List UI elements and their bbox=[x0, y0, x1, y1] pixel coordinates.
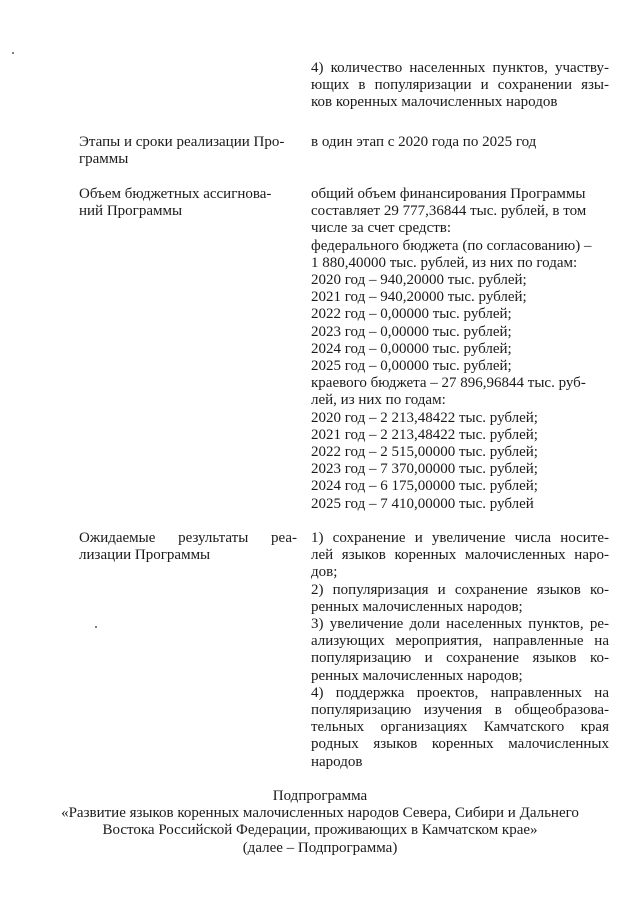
stages-label bbox=[79, 134, 297, 168]
text-line: 2024 год – 0,00000 тыс. рублей; bbox=[311, 340, 512, 357]
text-line: 2025 год – 7 410,00000 тыс. рублей bbox=[311, 495, 534, 512]
subprogram-abbrev: (далее – Подпрограмма) bbox=[242, 839, 398, 856]
text-line: 4) поддержка проектов, направленных на bbox=[311, 684, 609, 701]
results-label bbox=[79, 530, 297, 564]
text-line: ренных малочисленных народов; bbox=[311, 598, 523, 615]
text-line: 1 880,40000 тыс. рублей, из них по годам: bbox=[311, 254, 578, 271]
subprogram-heading bbox=[0, 788, 640, 857]
text-line: 2022 год – 2 515,00000 тыс. рублей; bbox=[311, 444, 538, 461]
text-line: популяризацию изучения в общеобразова- bbox=[311, 702, 609, 719]
budget-label bbox=[79, 186, 297, 220]
text-line: лей языков коренных малочисленных наро- bbox=[311, 547, 609, 564]
scan-speck bbox=[95, 626, 97, 628]
text-line: 2023 год – 7 370,00000 тыс. рублей; bbox=[311, 461, 538, 478]
results-value bbox=[311, 530, 609, 771]
text-line: лизации Программы bbox=[79, 547, 211, 564]
text-line: ренных малочисленных народов; bbox=[311, 667, 523, 684]
text-line: 2021 год – 2 213,48422 тыс. рублей; bbox=[311, 426, 538, 443]
budget-value bbox=[311, 186, 609, 513]
text-line: в один этап с 2020 года по 2025 год bbox=[311, 134, 537, 150]
text-line: лей, из них по годам: bbox=[311, 392, 446, 409]
text-line: 4) количество населенных пунктов, участву- bbox=[311, 60, 609, 76]
text-line: федерального бюджета (по согласованию) – bbox=[311, 237, 592, 254]
scan-speck bbox=[12, 52, 14, 54]
text-line: тельных организациях Камчатского края bbox=[311, 719, 609, 736]
text-line: краевого бюджета – 27 896,96844 тыс. руб- bbox=[311, 375, 586, 392]
text-line: популяризацию и сохранение языков ко- bbox=[311, 650, 609, 667]
text-line: 2024 год – 6 175,00000 тыс. рублей; bbox=[311, 478, 538, 495]
text-line: 2020 год – 940,20000 тыс. рублей; bbox=[311, 272, 527, 289]
text-line: дов; bbox=[311, 564, 338, 581]
text-line: родных языков коренных малочисленных bbox=[311, 736, 609, 753]
text-line: граммы bbox=[79, 151, 129, 168]
text-line: общий объем финансирования Программы bbox=[311, 186, 586, 202]
text-line: составляет 29 777,36844 тыс. рублей, в том bbox=[311, 203, 587, 220]
stages-value bbox=[311, 134, 609, 151]
text-line: 2025 год – 0,00000 тыс. рублей; bbox=[311, 358, 512, 375]
text-line: ний Программы bbox=[79, 203, 183, 220]
text-line: 2023 год – 0,00000 тыс. рублей; bbox=[311, 323, 512, 340]
text-line: ков коренных малочисленных народов bbox=[311, 94, 558, 111]
text-line: 1) сохранение и увеличение числа носите- bbox=[311, 530, 609, 546]
text-line: 2022 год – 0,00000 тыс. рублей; bbox=[311, 306, 512, 323]
text-line: Этапы и сроки реализации Про- bbox=[79, 134, 285, 150]
subprogram-name-line: «Развитие языков коренных малочисленных народов Севера, Сибири и Дальнего bbox=[61, 805, 579, 822]
text-line: народов bbox=[311, 753, 363, 770]
subprogram-name-line: Востока Российской Федерации, проживающих в Камчатском крае» bbox=[102, 822, 538, 839]
subprogram-title: Подпрограмма bbox=[272, 788, 368, 804]
text-line: 2020 год – 2 213,48422 тыс. рублей; bbox=[311, 409, 538, 426]
text-line: ющих в популяризации и сохранении язы- bbox=[311, 77, 609, 94]
text-line: Ожидаемые результаты реа- bbox=[79, 530, 297, 546]
text-line: 2) популяризация и сохранение языков ко- bbox=[311, 581, 609, 598]
text-line: 3) увеличение доли населенных пунктов, ре- bbox=[311, 616, 609, 633]
text-line: 2021 год – 940,20000 тыс. рублей; bbox=[311, 289, 527, 306]
text-line: числе за счет средств: bbox=[311, 220, 452, 237]
text-line: Объем бюджетных ассигнова- bbox=[79, 186, 272, 202]
participants-value bbox=[311, 60, 609, 112]
text-line: ализующих мероприятия, направленные на bbox=[311, 633, 609, 650]
